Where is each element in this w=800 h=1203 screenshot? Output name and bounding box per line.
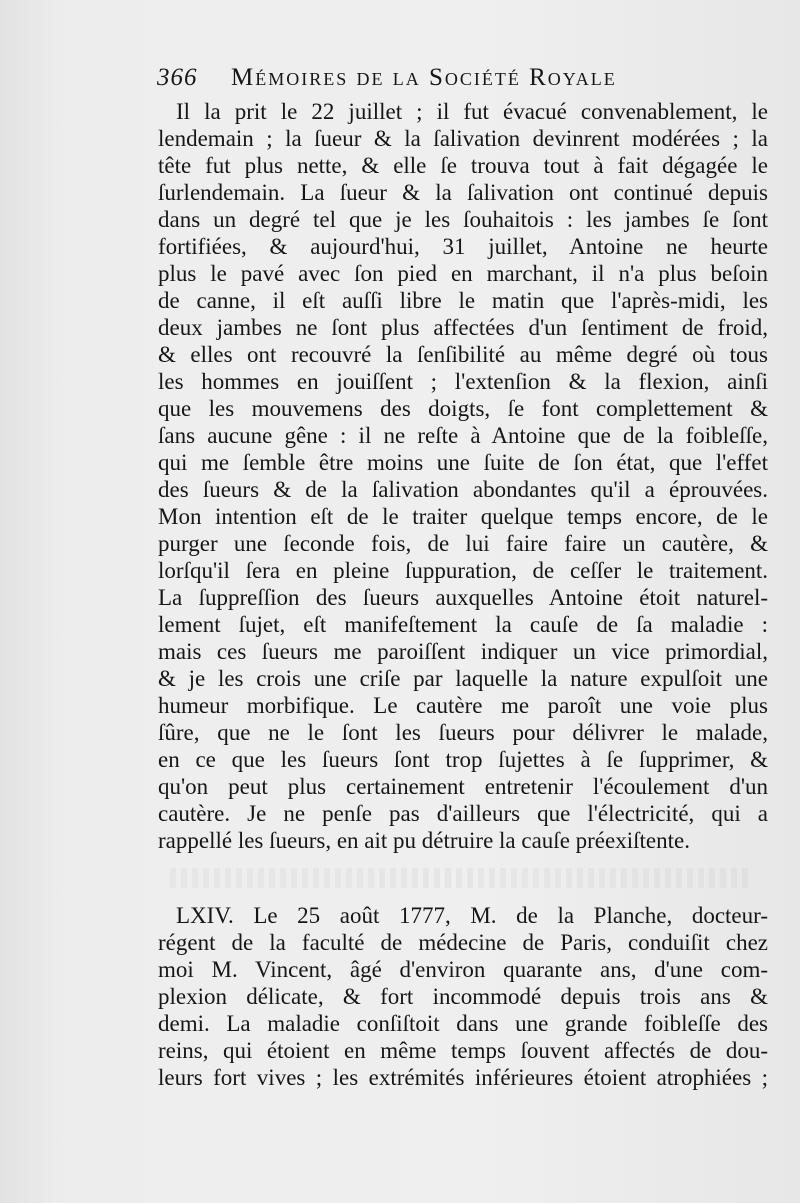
text-line: purger une ſeconde fois, de lui faire faire un cautère, &	[158, 531, 768, 556]
text-line: leurs fort vives ; les extrémités inférieures étoient atrophiées ;	[158, 1065, 768, 1090]
text-line: moi M. Vincent, âgé d'environ quarante ans, d'une com-	[158, 957, 768, 982]
text-line: lendemain ; la ſueur & la ſalivation devinrent modérées ; la	[158, 126, 768, 151]
paragraph-gap	[158, 854, 768, 902]
text-line: reins, qui étoient en même temps ſouvent affectés de dou-	[158, 1038, 768, 1063]
text-line: Il la prit le 22 juillet ; il fut évacué convenablement, le	[176, 99, 768, 124]
text-line: humeur morbifique. Le cautère me paroît une voie plus	[158, 693, 768, 718]
paragraph-case-continuation	[158, 98, 768, 854]
text-line: plus le pavé avec ſon pied en marchant, il n'a plus beſoin	[158, 261, 768, 286]
paragraph-case-lxiv	[158, 902, 768, 1091]
text-line: cautère. Je ne penſe pas d'ailleurs que l'électricité, qui a	[158, 801, 768, 826]
text-line: demi. La maladie conſiſtoit dans une grande foibleſſe des	[158, 1011, 768, 1036]
text-line: ſurlendemain. La ſueur & la ſalivation ont continué depuis	[158, 180, 768, 205]
text-line: La ſuppreſſion des ſueurs auxquelles Antoine étoit naturel-	[158, 585, 768, 610]
text-line: lement ſujet, eſt manifeſtement la cauſe de ſa maladie :	[158, 612, 768, 637]
text-line: régent de la faculté de médecine de Paris, conduiſit chez	[158, 930, 768, 955]
text-line: en ce que les ſueurs ſont trop ſujettes à ſe ſupprimer, &	[158, 747, 768, 772]
text-line: les hommes en jouiſſent ; l'extenſion & la flexion, ainſi	[158, 369, 768, 394]
text-line: plexion délicate, & fort incommodé depuis trois ans &	[158, 984, 768, 1009]
text-line: & elles ont recouvré la ſenſibilité au même degré où tous	[158, 342, 768, 367]
running-title: Mémoires de la Société Royale	[231, 64, 617, 91]
text-line: que les mouvemens des doigts, ſe font complettement &	[158, 396, 768, 421]
text-line: mais ces ſueurs me paroiſſent indiquer un vice primordial,	[158, 639, 768, 664]
text-line: de canne, il eſt auſſi libre le matin que l'après-midi, les	[158, 288, 768, 313]
text-line: Mon intention eſt de le traiter quelque temps encore, de le	[158, 504, 768, 529]
text-line: ſûre, que ne le ſont les ſueurs pour délivrer le malade,	[158, 720, 768, 745]
text-line: LXIV. Le 25 août 1777, M. de la Planche, docteur-	[176, 903, 768, 928]
text-line: fortifiées, & aujourd'hui, 31 juillet, Antoine ne heurte	[158, 234, 768, 259]
text-line: des ſueurs & de la ſalivation abondantes qu'il a éprouvées.	[158, 477, 768, 502]
text-line: dans un degré tel que je les ſouhaitois : les jambes ſe ſont	[158, 207, 768, 232]
page-number: 366	[157, 64, 198, 91]
text-line: ſans aucune gêne : il ne reſte à Antoine que de la foibleſſe,	[158, 423, 768, 448]
text-line: tête fut plus nette, & elle ſe trouva tout à fait dégagée le	[158, 153, 768, 178]
page-header	[157, 64, 717, 98]
body-text	[158, 98, 768, 1091]
text-line: rappellé les ſueurs, en ait pu détruire la cauſe préexiſtente.	[158, 828, 690, 853]
text-line: & je les crois une criſe par laquelle la nature expulſoit une	[158, 666, 768, 691]
text-line: qu'on peut plus certainement entretenir l'écoulement d'un	[158, 774, 768, 799]
text-line: deux jambes ne ſont plus affectées d'un ſentiment de froid,	[158, 315, 768, 340]
text-line: lorſqu'il ſera en pleine ſuppuration, de ceſſer le traitement.	[158, 558, 768, 583]
text-line: qui me ſemble être moins une ſuite de ſon état, que l'effet	[158, 450, 768, 475]
